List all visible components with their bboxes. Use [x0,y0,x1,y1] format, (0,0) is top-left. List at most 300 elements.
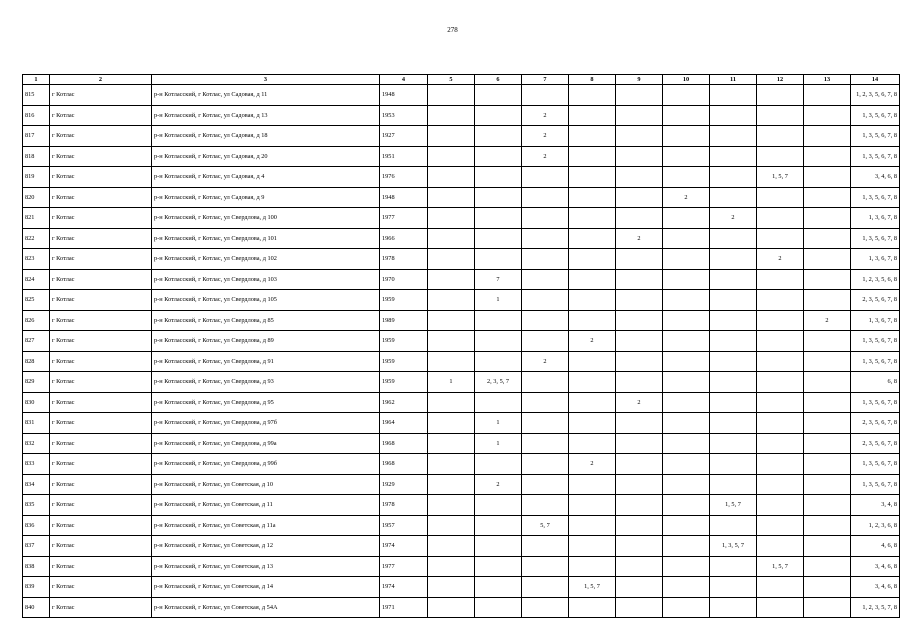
column-header-13: 13 [804,75,851,85]
row-col11 [710,351,757,372]
row-col7: 5, 7 [522,515,569,536]
row-city: г Котлас [50,515,152,536]
row-city: г Котлас [50,331,152,352]
row-city: г Котлас [50,351,152,372]
row-col11 [710,433,757,454]
row-col8 [569,556,616,577]
row-col9 [616,515,663,536]
row-col12 [757,310,804,331]
row-city: г Котлас [50,495,152,516]
row-col10 [663,269,710,290]
row-year: 1953 [380,105,428,126]
row-col9 [616,269,663,290]
row-address: р-н Котласский, г Котлас, ул Свердлова, д 105 [152,290,380,311]
row-col9 [616,146,663,167]
row-col13 [804,392,851,413]
row-city: г Котлас [50,310,152,331]
row-year: 1948 [380,187,428,208]
row-col11: 1, 3, 5, 7 [710,536,757,557]
row-col12 [757,433,804,454]
row-col7 [522,167,569,188]
row-col10 [663,515,710,536]
row-col6 [475,454,522,475]
row-year: 1959 [380,372,428,393]
row-city: г Котлас [50,85,152,106]
row-number: 830 [23,392,50,413]
row-col13 [804,187,851,208]
column-header-6: 6 [475,75,522,85]
row-year: 1968 [380,454,428,475]
row-col9 [616,187,663,208]
row-col12 [757,413,804,434]
row-col9 [616,495,663,516]
row-col11 [710,372,757,393]
row-col7: 2 [522,126,569,147]
row-number: 815 [23,85,50,106]
row-address: р-н Котласский, г Котлас, ул Свердлова, д 85 [152,310,380,331]
row-col11 [710,85,757,106]
row-city: г Котлас [50,413,152,434]
row-col11 [710,597,757,618]
row-col5 [428,126,475,147]
row-col7 [522,413,569,434]
table-row [23,495,900,516]
row-col14: 1, 3, 6, 7, 8 [851,208,900,229]
row-city: г Котлас [50,372,152,393]
row-col8 [569,290,616,311]
row-col12 [757,474,804,495]
row-col11 [710,556,757,577]
row-col8 [569,515,616,536]
row-col5 [428,556,475,577]
row-col5 [428,577,475,598]
row-col8 [569,167,616,188]
row-col14: 2, 3, 5, 6, 7, 8 [851,433,900,454]
row-address: р-н Котласский, г Котлас, ул Свердлова, д 101 [152,228,380,249]
row-address: р-н Котласский, г Котлас, ул Свердлова, д 100 [152,208,380,229]
row-address: р-н Котласский, г Котлас, ул Садовая, д 13 [152,105,380,126]
row-col9 [616,310,663,331]
row-col10 [663,105,710,126]
row-col9 [616,454,663,475]
row-col10 [663,126,710,147]
row-year: 1968 [380,433,428,454]
row-col5 [428,413,475,434]
row-col13 [804,372,851,393]
row-col8 [569,228,616,249]
row-col13 [804,167,851,188]
column-header-4: 4 [380,75,428,85]
row-col9 [616,351,663,372]
row-col13 [804,597,851,618]
row-col13 [804,577,851,598]
table-row [23,187,900,208]
row-col12 [757,495,804,516]
column-header-9: 9 [616,75,663,85]
row-col8 [569,495,616,516]
row-col10 [663,433,710,454]
row-col14: 1, 2, 3, 5, 6, 8 [851,269,900,290]
page-number: 278 [447,26,458,34]
row-col8 [569,392,616,413]
table-row [23,474,900,495]
row-address: р-н Котласский, г Котлас, ул Советская, д 14 [152,577,380,598]
row-address: р-н Котласский, г Котлас, ул Советская, д 54А [152,597,380,618]
table-row [23,208,900,229]
row-col7 [522,474,569,495]
row-col7: 2 [522,146,569,167]
row-col8 [569,351,616,372]
row-city: г Котлас [50,474,152,495]
row-col11: 2 [710,208,757,229]
row-col14: 3, 4, 6, 8 [851,556,900,577]
table-row [23,310,900,331]
row-year: 1929 [380,474,428,495]
row-col13 [804,515,851,536]
column-header-14: 14 [851,75,900,85]
row-number: 829 [23,372,50,393]
row-col14: 4, 6, 8 [851,536,900,557]
row-address: р-н Котласский, г Котлас, ул Садовая, д 20 [152,146,380,167]
row-col12 [757,187,804,208]
row-col5 [428,392,475,413]
row-col7 [522,187,569,208]
row-col11 [710,413,757,434]
row-col8 [569,597,616,618]
row-col10 [663,85,710,106]
row-city: г Котлас [50,290,152,311]
row-col8 [569,126,616,147]
row-number: 832 [23,433,50,454]
row-col11 [710,515,757,536]
row-col5 [428,433,475,454]
row-number: 837 [23,536,50,557]
row-col12 [757,515,804,536]
row-col12: 1, 5, 7 [757,556,804,577]
row-col9 [616,208,663,229]
row-col13 [804,536,851,557]
row-col7 [522,208,569,229]
row-col14: 3, 4, 6, 8 [851,167,900,188]
row-col14: 1, 3, 5, 6, 7, 8 [851,187,900,208]
row-col9 [616,85,663,106]
row-col10: 2 [663,187,710,208]
row-number: 819 [23,167,50,188]
row-col8 [569,187,616,208]
row-col12 [757,351,804,372]
row-col11 [710,187,757,208]
row-col8 [569,310,616,331]
row-col12 [757,85,804,106]
table-row [23,433,900,454]
row-col10 [663,208,710,229]
row-col5 [428,146,475,167]
row-col6: 1 [475,413,522,434]
row-col10 [663,228,710,249]
row-col14: 1, 3, 5, 6, 7, 8 [851,454,900,475]
row-number: 836 [23,515,50,536]
row-number: 828 [23,351,50,372]
table-row [23,167,900,188]
table-row [23,146,900,167]
row-year: 1989 [380,310,428,331]
row-col11 [710,228,757,249]
row-col8 [569,146,616,167]
row-col6: 1 [475,290,522,311]
row-col9 [616,126,663,147]
row-col9: 2 [616,392,663,413]
row-address: р-н Котласский, г Котлас, ул Советская, д 11а [152,515,380,536]
row-col7: 2 [522,351,569,372]
column-header-5: 5 [428,75,475,85]
row-address: р-н Котласский, г Котлас, ул Советская, д 10 [152,474,380,495]
table-body [23,85,900,618]
row-col12 [757,597,804,618]
row-col13 [804,413,851,434]
row-col10 [663,454,710,475]
row-col9 [616,474,663,495]
row-col10 [663,249,710,270]
row-col5 [428,187,475,208]
row-col13: 2 [804,310,851,331]
row-number: 835 [23,495,50,516]
row-col12 [757,577,804,598]
row-city: г Котлас [50,269,152,290]
row-col7: 2 [522,105,569,126]
row-city: г Котлас [50,536,152,557]
row-col6 [475,187,522,208]
row-col6 [475,105,522,126]
row-col7 [522,85,569,106]
row-col14: 3, 4, 8 [851,495,900,516]
row-city: г Котлас [50,249,152,270]
table-row [23,556,900,577]
row-city: г Котлас [50,105,152,126]
row-number: 823 [23,249,50,270]
column-header-1: 1 [23,75,50,85]
row-col6: 7 [475,269,522,290]
row-col11 [710,126,757,147]
row-year: 1976 [380,167,428,188]
row-col5: 1 [428,372,475,393]
column-header-8: 8 [569,75,616,85]
row-col14: 1, 2, 3, 5, 6, 7, 8 [851,85,900,106]
row-city: г Котлас [50,392,152,413]
row-number: 838 [23,556,50,577]
row-year: 1927 [380,126,428,147]
row-col8: 1, 5, 7 [569,577,616,598]
row-col10 [663,331,710,352]
row-col5 [428,351,475,372]
row-col13 [804,126,851,147]
row-address: р-н Котласский, г Котлас, ул Свердлова, д 97б [152,413,380,434]
row-address: р-н Котласский, г Котлас, ул Советская, д 12 [152,536,380,557]
table-row [23,105,900,126]
row-city: г Котлас [50,187,152,208]
row-col12 [757,290,804,311]
row-col14: 1, 3, 5, 6, 7, 8 [851,474,900,495]
row-col14: 1, 3, 5, 6, 7, 8 [851,351,900,372]
row-col6 [475,331,522,352]
row-col7 [522,556,569,577]
row-number: 825 [23,290,50,311]
row-col11 [710,290,757,311]
row-col9: 2 [616,228,663,249]
row-col10 [663,577,710,598]
row-city: г Котлас [50,454,152,475]
row-col6 [475,249,522,270]
row-col7 [522,597,569,618]
row-year: 1964 [380,413,428,434]
row-col6 [475,146,522,167]
row-col7 [522,454,569,475]
row-year: 1978 [380,249,428,270]
table-row [23,228,900,249]
row-col14: 1, 3, 5, 6, 7, 8 [851,331,900,352]
row-col8 [569,105,616,126]
row-col12 [757,208,804,229]
row-col11: 1, 5, 7 [710,495,757,516]
row-address: р-н Котласский, г Котлас, ул Свердлова, д 93 [152,372,380,393]
register-table [22,74,900,618]
row-city: г Котлас [50,597,152,618]
row-col10 [663,474,710,495]
row-col10 [663,372,710,393]
row-col12 [757,372,804,393]
row-col12 [757,269,804,290]
row-col12 [757,126,804,147]
row-col14: 1, 3, 5, 6, 7, 8 [851,228,900,249]
row-city: г Котлас [50,433,152,454]
row-number: 833 [23,454,50,475]
row-city: г Котлас [50,146,152,167]
row-col5 [428,167,475,188]
row-col14: 1, 3, 5, 6, 7, 8 [851,105,900,126]
row-col11 [710,392,757,413]
row-col14: 3, 4, 6, 8 [851,577,900,598]
row-address: р-н Котласский, г Котлас, ул Садовая, д 11 [152,85,380,106]
row-col5 [428,290,475,311]
row-year: 1962 [380,392,428,413]
row-year: 1974 [380,577,428,598]
table-row [23,454,900,475]
row-address: р-н Котласский, г Котлас, ул Садовая, д 18 [152,126,380,147]
row-col9 [616,433,663,454]
table-row [23,413,900,434]
row-col7 [522,310,569,331]
column-header-10: 10 [663,75,710,85]
row-col9 [616,372,663,393]
row-col11 [710,577,757,598]
row-col8 [569,85,616,106]
column-header-11: 11 [710,75,757,85]
row-number: 816 [23,105,50,126]
table-row [23,515,900,536]
row-col8 [569,269,616,290]
row-col8: 2 [569,331,616,352]
row-col13 [804,269,851,290]
row-col12 [757,536,804,557]
row-col8 [569,474,616,495]
row-col10 [663,146,710,167]
row-col10 [663,597,710,618]
row-col7 [522,290,569,311]
row-col14: 1, 3, 5, 6, 7, 8 [851,126,900,147]
row-city: г Котлас [50,228,152,249]
row-col14: 1, 3, 6, 7, 8 [851,249,900,270]
row-col10 [663,392,710,413]
row-col7 [522,331,569,352]
row-col5 [428,269,475,290]
row-col10 [663,290,710,311]
row-col9 [616,413,663,434]
column-header-12: 12 [757,75,804,85]
row-address: р-н Котласский, г Котлас, ул Свердлова, д 91 [152,351,380,372]
row-col5 [428,105,475,126]
row-number: 818 [23,146,50,167]
row-col11 [710,269,757,290]
row-year: 1959 [380,331,428,352]
row-number: 817 [23,126,50,147]
row-city: г Котлас [50,167,152,188]
row-col6 [475,208,522,229]
row-col9 [616,249,663,270]
row-col14: 1, 3, 5, 6, 7, 8 [851,392,900,413]
row-city: г Котлас [50,577,152,598]
row-col11 [710,146,757,167]
row-col14: 6, 8 [851,372,900,393]
row-col7 [522,433,569,454]
row-col10 [663,495,710,516]
header-row [23,75,900,85]
row-year: 1970 [380,269,428,290]
row-col11 [710,331,757,352]
row-col7 [522,392,569,413]
table-row [23,249,900,270]
row-number: 827 [23,331,50,352]
column-header-7: 7 [522,75,569,85]
row-col8 [569,372,616,393]
row-col5 [428,331,475,352]
row-col13 [804,351,851,372]
row-col5 [428,310,475,331]
row-col14: 1, 2, 3, 5, 7, 8 [851,597,900,618]
row-col14: 2, 3, 5, 6, 7, 8 [851,413,900,434]
row-col8 [569,433,616,454]
row-col5 [428,85,475,106]
row-col9 [616,556,663,577]
row-col12 [757,392,804,413]
table-row [23,126,900,147]
row-year: 1977 [380,208,428,229]
row-col6 [475,536,522,557]
row-col14: 1, 3, 6, 7, 8 [851,310,900,331]
row-year: 1974 [380,536,428,557]
row-col14: 2, 3, 5, 6, 7, 8 [851,290,900,311]
row-col10 [663,167,710,188]
row-col11 [710,105,757,126]
table-row [23,597,900,618]
row-col6 [475,351,522,372]
row-address: р-н Котласский, г Котлас, ул Свердлова, д 103 [152,269,380,290]
table-row [23,351,900,372]
row-col5 [428,597,475,618]
row-col5 [428,474,475,495]
column-header-2: 2 [50,75,152,85]
row-address: р-н Котласский, г Котлас, ул Свердлова, д 99а [152,433,380,454]
row-col11 [710,310,757,331]
table-row [23,290,900,311]
